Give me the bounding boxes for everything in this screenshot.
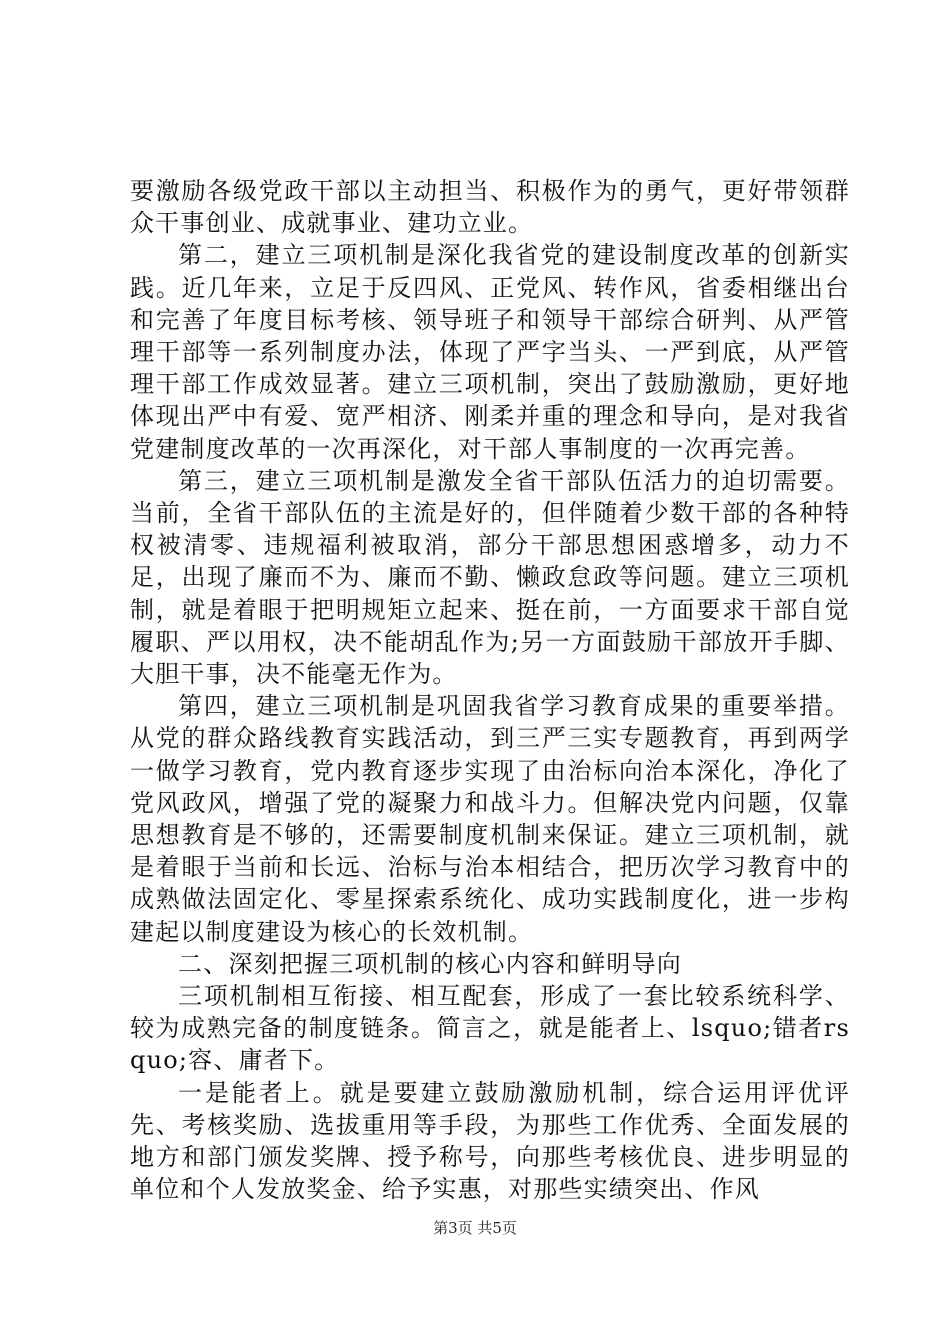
paragraph-3: 第三，建立三项机制是激发全省干部队伍活力的迫切需要。当前，全省干部队伍的主流是好的，但伴随着少数干部的各种特权被清零、违规福利被取消，部分干部思想困惑增多，动力不足，出现了廉而不为、廉而不勤、懒政怠政等问题。建立三项机制，就是着眼于把明规矩立起来、挺在前，一方面要求干部自觉履职、严以用权，决不能胡乱作为;另一方面鼓励干部放开手脚、大胆干事，决不能毫无作为。 bbox=[130, 466, 850, 689]
paragraph-2: 第二，建立三项机制是深化我省党的建设制度改革的创新实践。近几年来，立足于反四风、正党风、转作风，省委相继出台和完善了年度目标考核、领导班子和领导干部综合研判、从严管理干部等一系列制度办法，体现了严字当头、一严到底，从严管理干部工作成效显著。建立三项机制，突出了鼓励激励，更好地体现出严中有爱、宽严相济、刚柔并重的理念和导向，是对我省党建制度改革的一次再深化，对干部人事制度的一次再完善。 bbox=[130, 241, 850, 463]
paragraph-6: 一是能者上。就是要建立鼓励激励机制，综合运用评优评先、考核奖励、选拔重用等手段，为那些工作优秀、全面发展的地方和部门颁发奖牌、授予称号，向那些考核优良、进步明显的单位和个人发放奖金、给予实惠，对那些实绩突出、作风 bbox=[130, 1078, 850, 1204]
page-number-footer: 第3页 共5页 bbox=[433, 1219, 517, 1237]
paragraph-4: 第四，建立三项机制是巩固我省学习教育成果的重要举措。从党的群众路线教育实践活动，到三严三实专题教育，再到两学一做学习教育，党内教育逐步实现了由治标向治本深化，净化了党风政风，增强了党的凝聚力和战斗力。但解决党内问题，仅靠思想教育是不够的，还需要制度机制来保证。建立三项机制，就是着眼于当前和长远、治标与治本相结合，把历次学习教育中的成熟做法固定化、零星探索系统化、成功实践制度化，进一步构建起以制度建设为核心的长效机制。 bbox=[130, 692, 850, 946]
document-body bbox=[130, 175, 850, 1206]
paragraph-5: 三项机制相互衔接、相互配套，形成了一套比较系统科学、较为成熟完备的制度链条。简言之，就是能者上、lsquo;错者rsquo;容、庸者下。 bbox=[130, 982, 850, 1075]
section-heading: 二、深刻把握三项机制的核心内容和鲜明导向 bbox=[178, 949, 682, 978]
paragraph-1: 要激励各级党政干部以主动担当、积极作为的勇气，更好带领群众干事创业、成就事业、建功立业。 bbox=[130, 177, 850, 238]
